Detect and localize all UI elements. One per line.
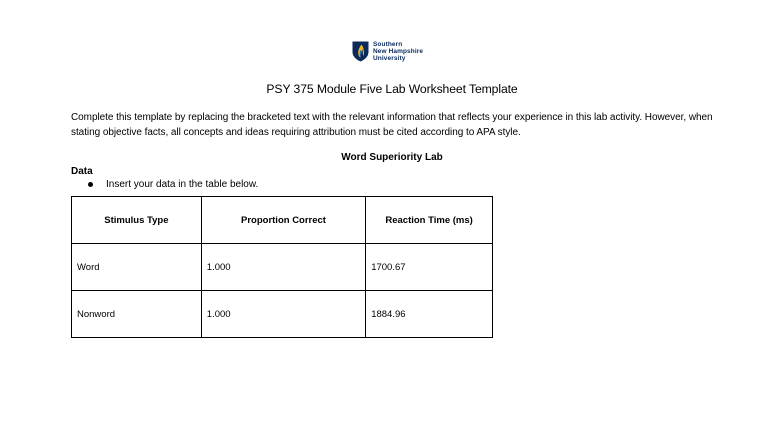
header-proportion-correct: Proportion Correct	[201, 197, 365, 244]
data-table	[71, 196, 493, 338]
lab-title: Word Superiority Lab	[341, 152, 443, 163]
section-heading-data: Data	[71, 166, 93, 177]
document-title: PSY 375 Module Five Lab Worksheet Template	[266, 82, 518, 96]
cell-proportion-correct[interactable]: 1.000	[201, 244, 365, 291]
table-row	[72, 291, 493, 338]
cell-reaction-time[interactable]: 1700.67	[366, 244, 493, 291]
intro-paragraph: Complete this template by replacing the bracketed text with the relevant information that reflects your experience in this lab activity. However, when stating objective facts, all concepts and ideas requiring attribution must be cited according to APA style.	[71, 112, 713, 138]
shield-flame-icon	[352, 41, 369, 62]
cell-proportion-correct[interactable]: 1.000	[201, 291, 365, 338]
bullet-text: Insert your data in the table below.	[106, 179, 259, 190]
logo-wordmark	[373, 41, 423, 63]
table-header-row	[72, 197, 493, 244]
cell-stimulus-type[interactable]: Word	[72, 244, 202, 291]
header-stimulus-type: Stimulus Type	[72, 197, 202, 244]
cell-reaction-time[interactable]: 1884.96	[366, 291, 493, 338]
table-row	[72, 244, 493, 291]
university-logo	[352, 41, 423, 63]
logo-line-1: Southern	[373, 41, 403, 48]
logo-line-3: University	[373, 55, 406, 63]
bullet-icon	[88, 182, 93, 187]
cell-stimulus-type[interactable]: Nonword	[72, 291, 202, 338]
bullet-item	[88, 179, 258, 190]
logo-line-2: New Hampshire	[373, 48, 424, 56]
header-reaction-time: Reaction Time (ms)	[366, 197, 493, 244]
